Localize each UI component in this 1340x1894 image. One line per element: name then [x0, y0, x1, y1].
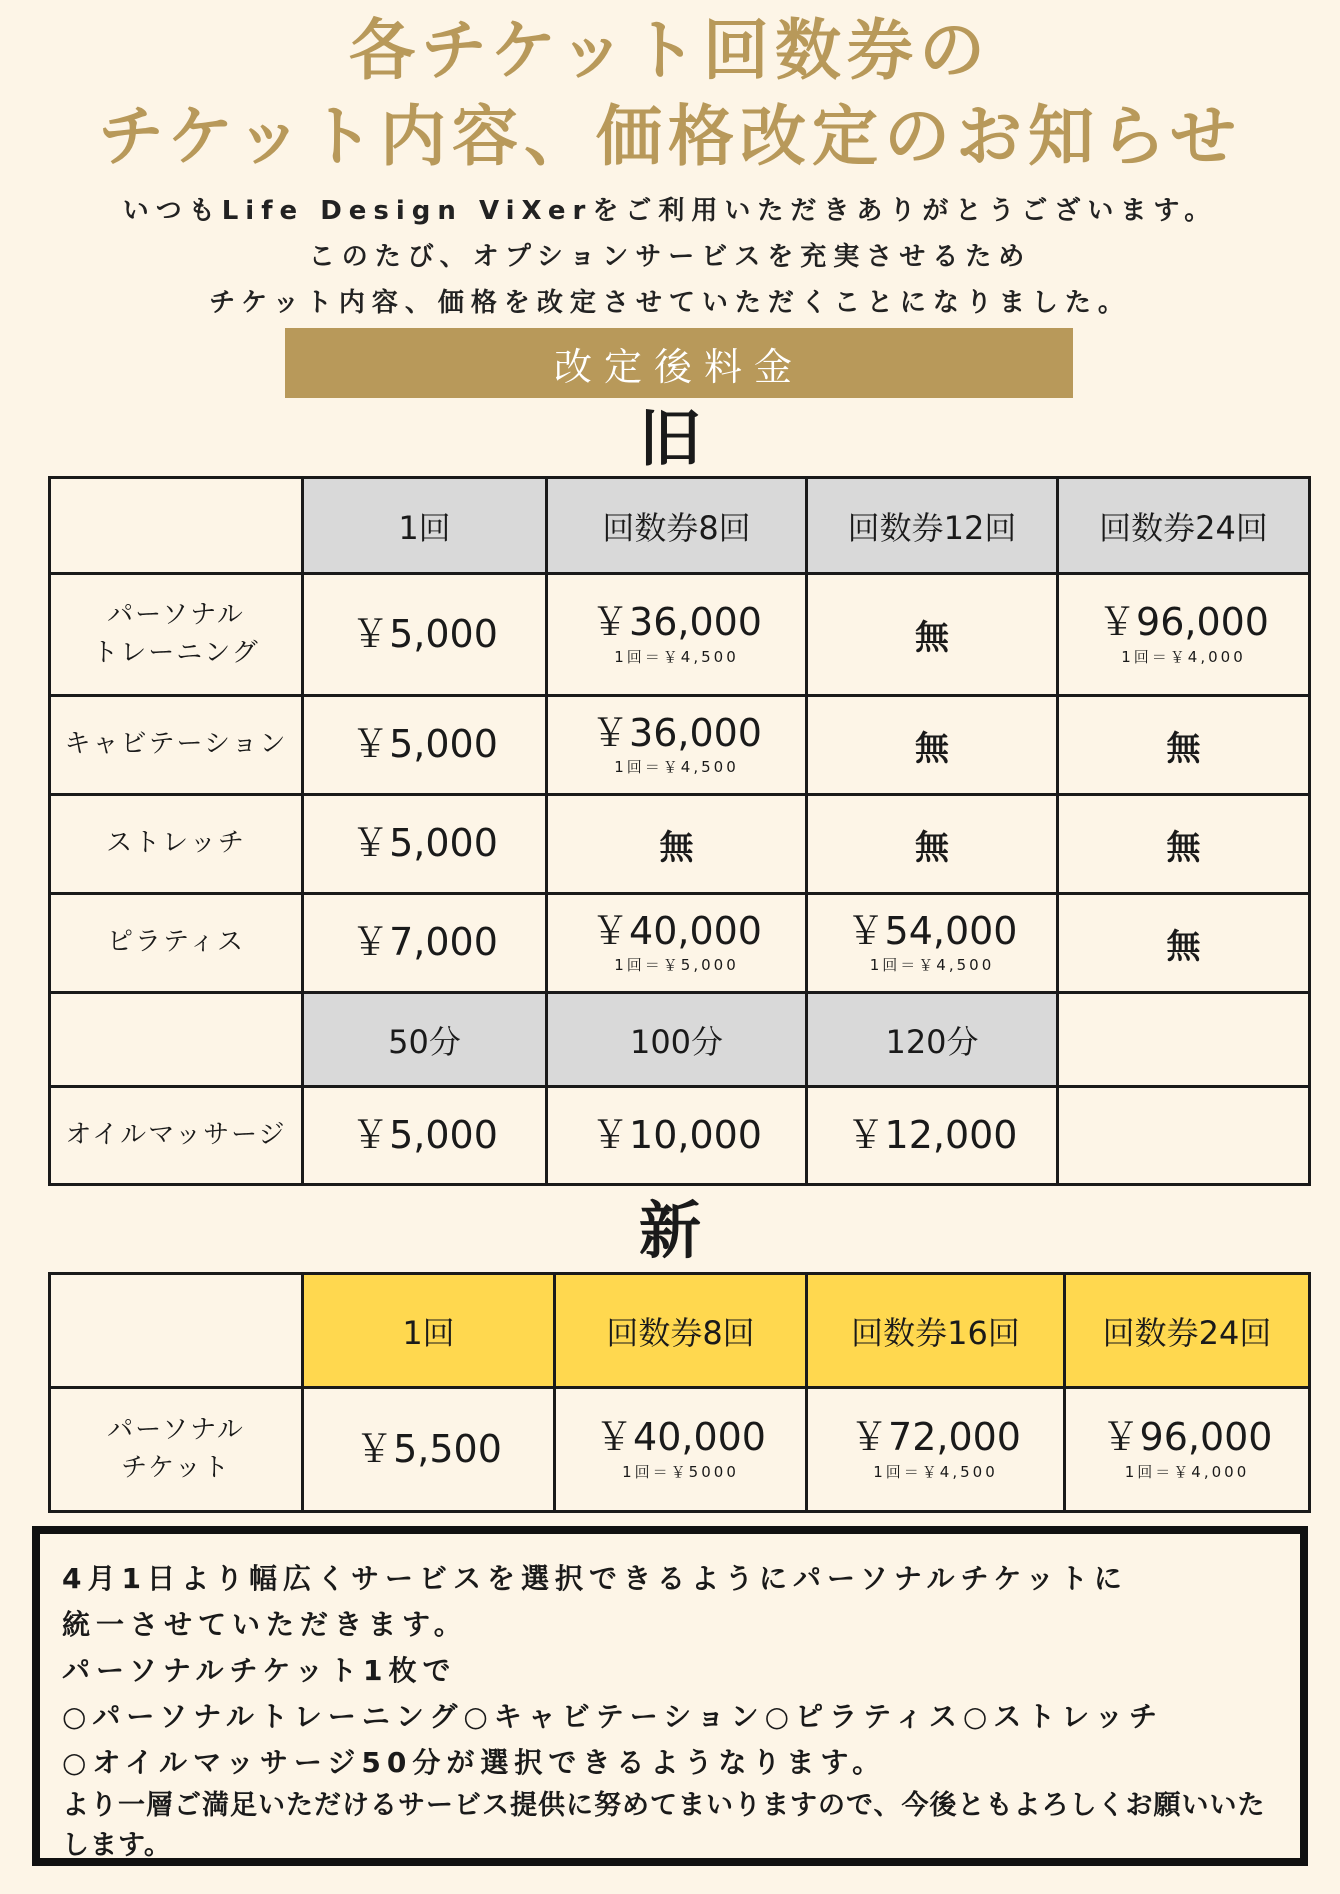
price: ￥12,000: [846, 1112, 1018, 1157]
notice-line: 統一させていただきます。: [62, 1608, 468, 1641]
intro-line-2: このたび、オプションサービスを充実させるため: [308, 242, 1032, 272]
per-session-note: 1回＝￥4,500: [869, 956, 995, 975]
table-row: [50, 574, 1310, 696]
row-label: [50, 1388, 303, 1512]
price: ￥40,000: [591, 908, 762, 953]
not-available: 無: [915, 728, 949, 769]
price: ￥54,000: [846, 908, 1018, 953]
not-available: 無: [915, 827, 949, 868]
per-session-note: 1回＝￥4,500: [873, 1462, 998, 1481]
price: ￥5,000: [351, 611, 498, 656]
notice-line: ○オイルマッサージ50分が選択できるようなります。: [62, 1746, 887, 1779]
duration-header: 120分: [807, 993, 1058, 1087]
price-cell: [303, 795, 547, 894]
price: ￥36,000: [591, 710, 762, 755]
price-cell: [555, 1388, 807, 1512]
price-cell: [807, 696, 1058, 795]
price: ￥5,000: [351, 722, 498, 767]
price: ￥36,000: [591, 600, 762, 645]
price-cell: [303, 574, 547, 696]
row-label: [50, 574, 303, 696]
title-line-2: チケット内容、価格改定のお知らせ: [97, 98, 1243, 175]
empty-corner-cell: [50, 478, 303, 574]
notice-line: パーソナルチケット1枚で: [62, 1654, 457, 1687]
notice-line: ○パーソナルトレーニング○キャビテーション○ピラティス○ストレッチ: [62, 1700, 1164, 1733]
title-line-1: 各チケット回数券の: [348, 12, 992, 89]
price-cell: [303, 894, 547, 993]
price-cell: [547, 574, 807, 696]
price-cell: [303, 1388, 555, 1512]
intro-line-1: いつもLife Design ViXerをご利用いただきありがとうございます。: [122, 196, 1218, 226]
not-available: 無: [659, 827, 694, 868]
price-cell: [547, 696, 807, 795]
column-header: 回数券24回: [1058, 478, 1310, 574]
notice-closing: より一層ご満足いただけるサービス提供に努めてまいりますので、今後ともよろしくお願いいたします。: [62, 1790, 1266, 1861]
table-row: [50, 1388, 1310, 1512]
per-session-note: 1回＝￥5,000: [614, 956, 739, 975]
column-header: 1回: [303, 478, 547, 574]
price-cell: [1058, 574, 1310, 696]
notice-line: 4月1日より幅広くサービスを選択できるようにパーソナルチケットに: [62, 1562, 1128, 1595]
column-header: 回数券12回: [807, 478, 1058, 574]
table-row: [50, 696, 1310, 795]
per-session-note: 1回＝￥4,000: [1124, 1462, 1250, 1481]
table-row: [50, 795, 1310, 894]
row-label-text: パーソナル チケット: [107, 1414, 245, 1483]
empty-cell: [1058, 993, 1310, 1087]
intro-line-3: チケット内容、価格を改定させていただくことになりました。: [209, 288, 1131, 318]
new-price-heading: 新: [638, 1194, 701, 1267]
price: ￥10,000: [591, 1112, 762, 1157]
price-cell: [547, 795, 807, 894]
not-available: 無: [915, 618, 949, 658]
price: ￥5,000: [351, 1112, 498, 1157]
table-row: [50, 1087, 1310, 1185]
old-price-heading: 旧: [638, 402, 701, 475]
price-cell: [547, 1087, 807, 1185]
column-header: 回数券16回: [807, 1274, 1065, 1388]
price-cell: [1058, 795, 1310, 894]
empty-corner-cell: [50, 1274, 303, 1388]
price-cell: [1058, 696, 1310, 795]
old-price-table: [48, 476, 1311, 1186]
per-session-note: 1回＝￥4,500: [614, 647, 739, 666]
column-header: 回数券24回: [1065, 1274, 1310, 1388]
row-label: ピラティス: [50, 894, 303, 993]
row-label: オイルマッサージ: [50, 1087, 303, 1185]
revised-price-banner: 改定後料金: [285, 328, 1073, 398]
price-cell: [1058, 894, 1310, 993]
price: ￥72,000: [850, 1415, 1021, 1460]
row-label: ストレッチ: [50, 795, 303, 894]
per-session-note: 1回＝￥4,500: [614, 758, 739, 777]
price: ￥5,500: [355, 1426, 502, 1471]
price-cell: [1065, 1388, 1310, 1512]
massage-header-row: [50, 993, 1310, 1087]
not-available: 無: [1166, 827, 1201, 868]
empty-cell: [50, 993, 303, 1087]
new-price-table: [48, 1272, 1311, 1513]
price: ￥40,000: [595, 1415, 766, 1460]
price-cell: [807, 1087, 1058, 1185]
column-header: 1回: [303, 1274, 555, 1388]
price: ￥96,000: [1101, 1415, 1273, 1460]
price-cell: [547, 894, 807, 993]
price: ￥96,000: [1098, 600, 1269, 645]
price-cell: [807, 894, 1058, 993]
row-label-text: パーソナル トレーニング: [92, 599, 260, 668]
column-header: 回数券8回: [547, 478, 807, 574]
price-cell: [807, 1388, 1065, 1512]
price-cell: [303, 1087, 547, 1185]
new-header-row: [50, 1274, 1310, 1388]
column-header: 回数券8回: [555, 1274, 807, 1388]
table-row: [50, 894, 1310, 993]
duration-header: 100分: [547, 993, 807, 1087]
empty-cell: [1058, 1087, 1310, 1185]
not-available: 無: [1166, 926, 1201, 967]
per-session-note: 1回＝￥4,000: [1121, 647, 1246, 666]
duration-header: 50分: [303, 993, 547, 1087]
price: ￥7,000: [351, 920, 498, 965]
price-cell: [303, 696, 547, 795]
price-cell: [807, 795, 1058, 894]
notice-box: [32, 1526, 1308, 1866]
price-cell: [807, 574, 1058, 696]
row-label: キャビテーション: [50, 696, 303, 795]
per-session-note: 1回＝￥5000: [622, 1462, 739, 1481]
old-header-row: [50, 478, 1310, 574]
price: ￥5,000: [351, 821, 498, 866]
not-available: 無: [1166, 728, 1201, 769]
